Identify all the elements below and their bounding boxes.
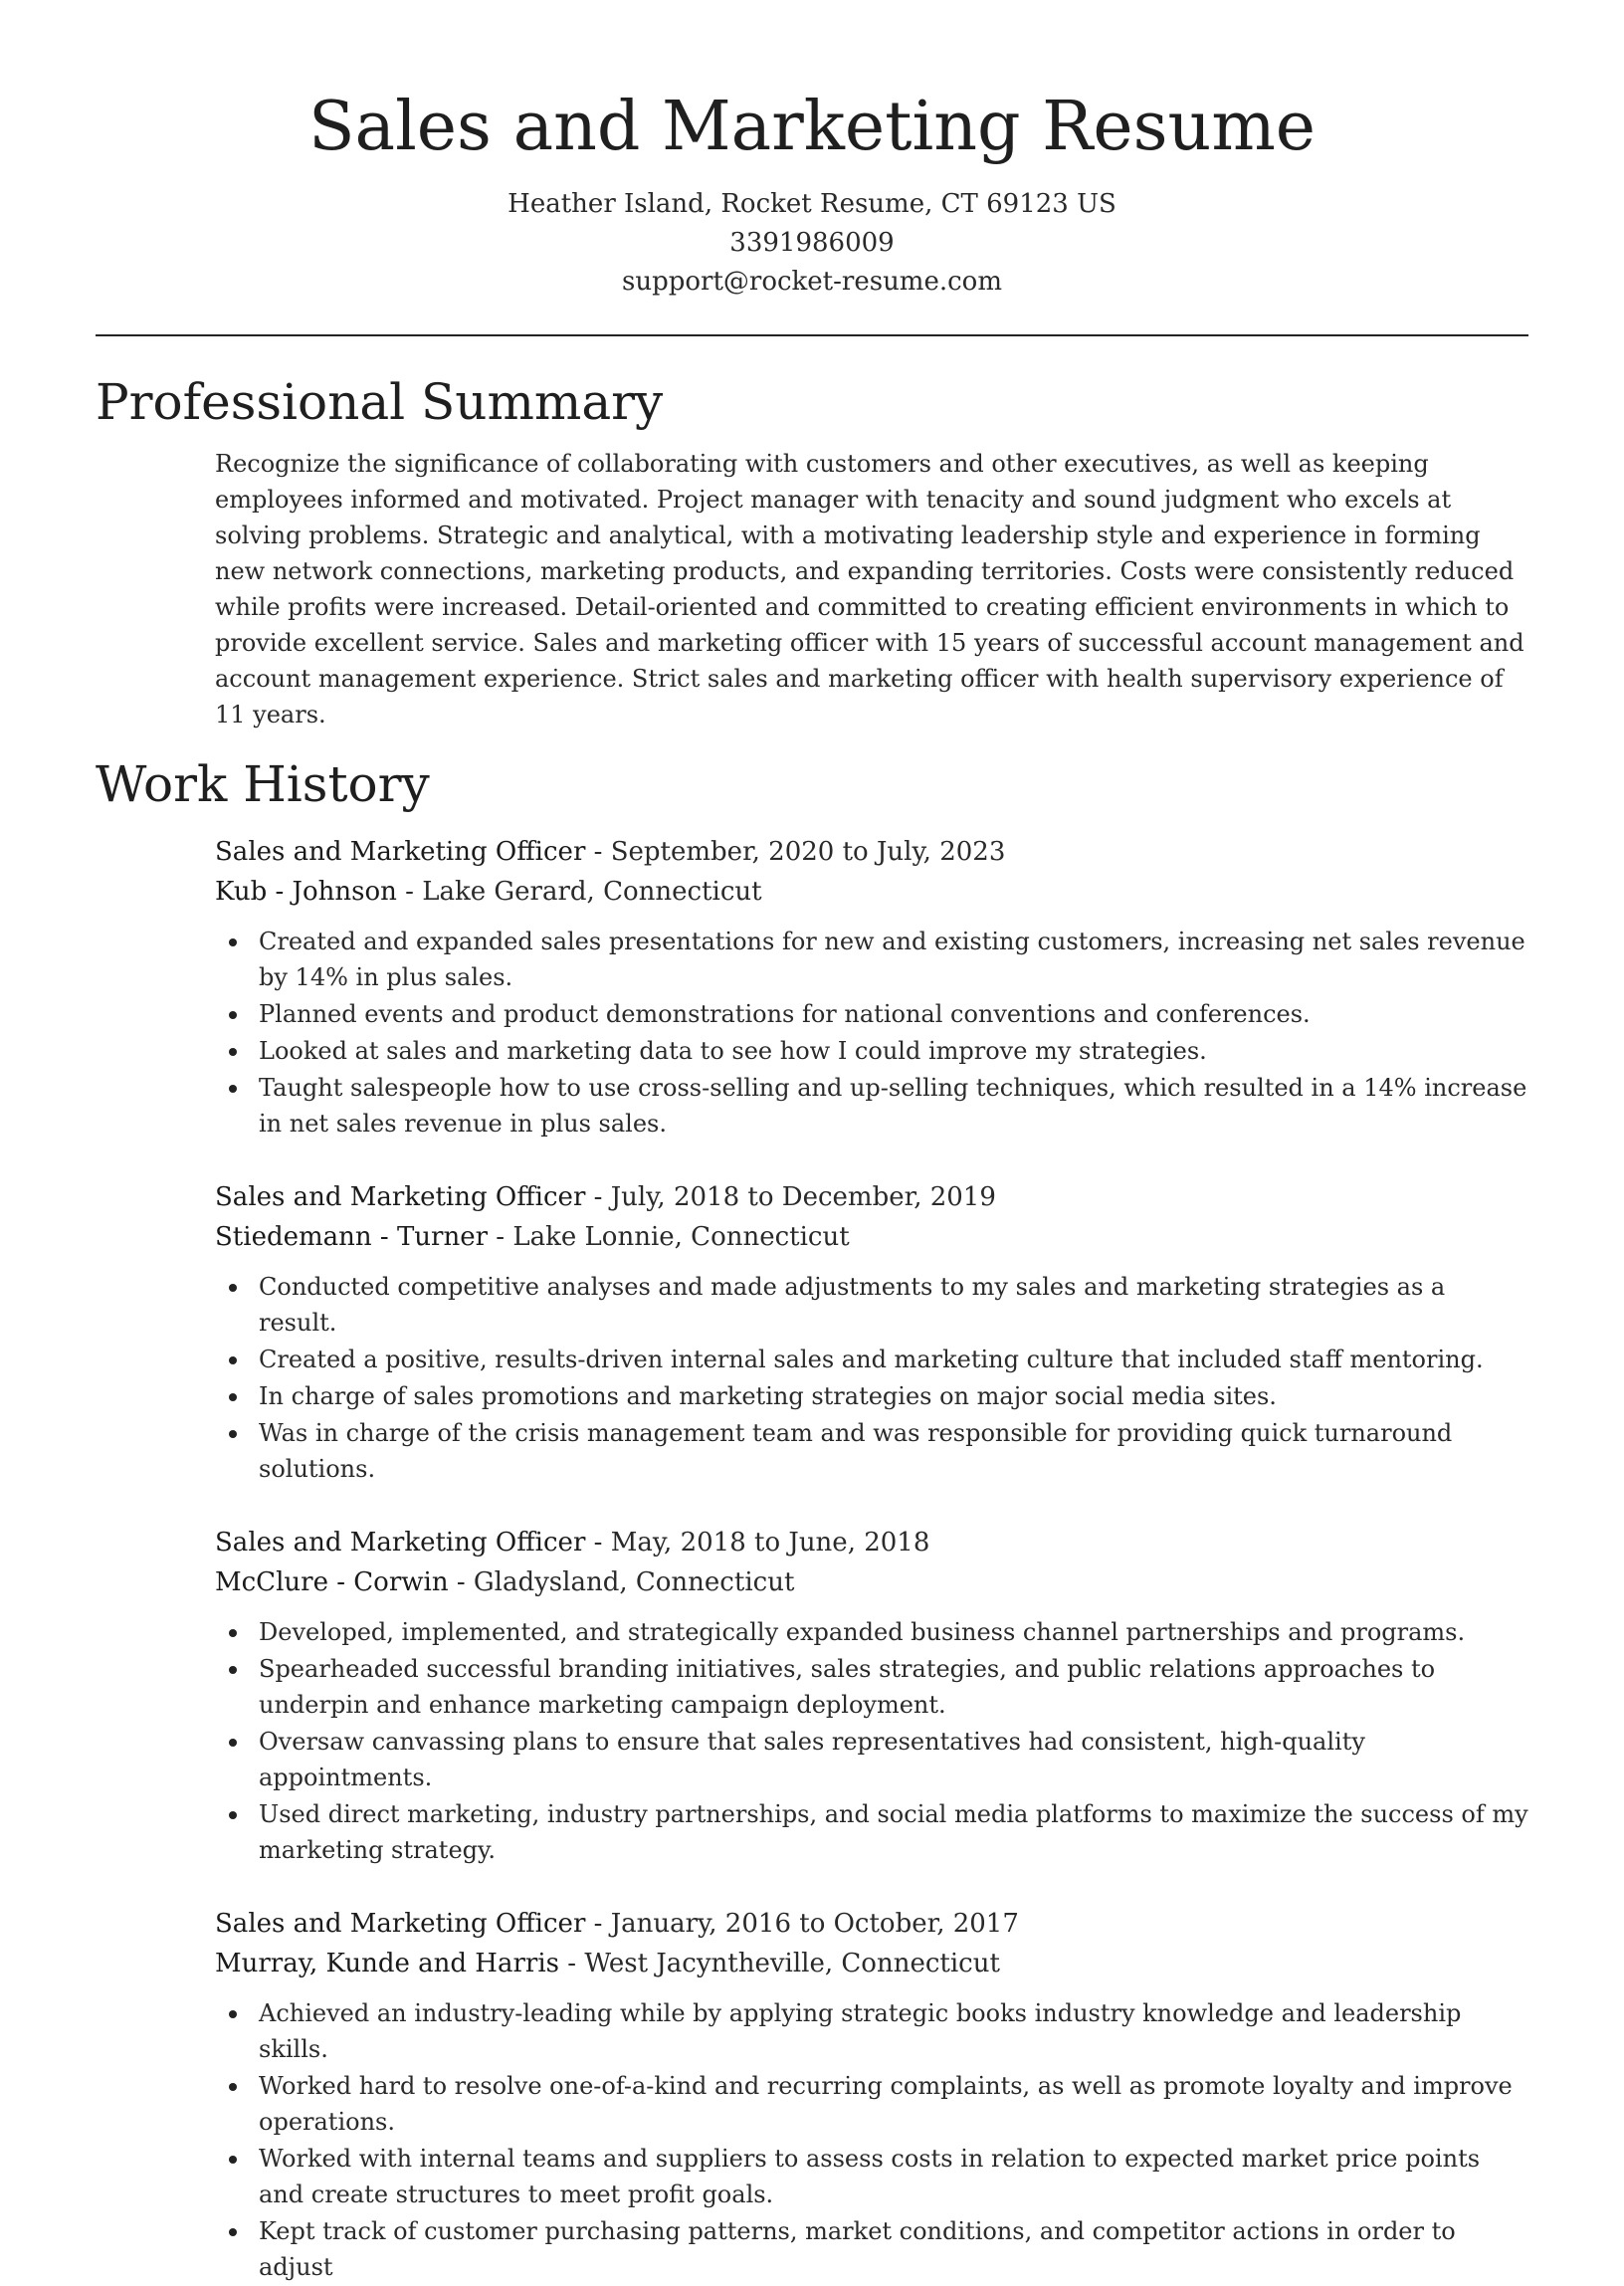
job-location: Gladysland, Connecticut: [473, 1567, 795, 1597]
job-bullet-item: Was in charge of the crisis management team and was responsible for providing quick turnaround solutions.: [215, 1415, 1528, 1487]
summary-section: [96, 370, 1528, 732]
job-list: [215, 832, 1528, 2285]
job-title: Sales and Marketing Officer: [215, 1909, 586, 1939]
job-dates: September, 2020 to July, 2023: [610, 837, 1006, 867]
job-employer: Kub - Johnson: [215, 877, 397, 907]
job-bullet-item: Planned events and product demonstrations for national conventions and conferences.: [215, 996, 1528, 1032]
resume-header: [96, 0, 1528, 302]
job-bullet-item: Spearheaded successful branding initiatives, sales strategies, and public relations approaches to underpin and enhance marketing campaign deployment.: [215, 1651, 1528, 1723]
contact-email: support@rocket-resume.com: [621, 267, 1002, 297]
job-bullet-list: [215, 1614, 1528, 1868]
job-bullet-item: Conducted competitive analyses and made adjustments to my sales and marketing strategies as a result.: [215, 1269, 1528, 1341]
work-history-section: [96, 752, 1528, 2285]
job-location: Lake Lonnie, Connecticut: [512, 1222, 850, 1252]
job-bullet-item: Created and expanded sales presentations for new and existing customers, increasing net sales revenue by 14% in plus sales.: [215, 924, 1528, 995]
job-employer: Stiedemann - Turner: [215, 1222, 489, 1252]
job-entry: [215, 1904, 1528, 2285]
job-title: Sales and Marketing Officer: [215, 837, 586, 867]
job-bullet-item: In charge of sales promotions and marketing strategies on major social media sites.: [215, 1378, 1528, 1414]
job-bullet-item: Used direct marketing, industry partnerships, and social media platforms to maximize the success of my marketing strategy.: [215, 1796, 1528, 1868]
job-employer: McClure - Corwin: [215, 1567, 449, 1597]
job-bullet-list: [215, 1269, 1528, 1487]
job-bullet-item: Worked with internal teams and suppliers to assess costs in relation to expected market price points and create structures to meet profit goals.: [215, 2141, 1528, 2212]
job-employer-line: Kub - Johnson - Lake Gerard, Connecticut: [215, 877, 762, 907]
job-employer-line: Stiedemann - Turner - Lake Lonnie, Connecticut: [215, 1222, 850, 1252]
job-bullet-item: Taught salespeople how to use cross-selling and up-selling techniques, which resulted in a 14% increase in net sales revenue in plus sales.: [215, 1070, 1528, 1142]
contact-phone: 3391986009: [729, 228, 895, 258]
job-bullet-list: [215, 1995, 1528, 2285]
job-title-line: Sales and Marketing Officer - May, 2018 to June, 2018: [215, 1528, 930, 1558]
job-location: Lake Gerard, Connecticut: [422, 877, 762, 907]
summary-text: Recognize the significance of collaborating with customers and other executives, as well as keeping employees informed and motivated. Project manager with tenacity and sound judgment who excels at solving problems. Strategic and analytical, with a motivating leadership style and experience in forming new network connections, marketing products, and expanding territories. Costs were consistently reduced while profits were increased. Detail-oriented and committed to creating efficient environments in which to provide excellent service. Sales and marketing officer with 15 years of successful account management and account management experience. Strict sales and marketing officer with health supervisory experience of 11 years.: [215, 450, 1524, 728]
job-dates: July, 2018 to December, 2019: [610, 1182, 996, 1212]
job-bullet-item: Looked at sales and marketing data to see how I could improve my strategies.: [215, 1033, 1528, 1069]
job-bullet-item: Achieved an industry-leading while by applying strategic books industry knowledge and leadership skills.: [215, 1995, 1528, 2067]
job-dates: January, 2016 to October, 2017: [610, 1909, 1019, 1939]
contact-block: [96, 185, 1528, 302]
contact-address: Heather Island, Rocket Resume, CT 69123 US: [508, 189, 1116, 219]
document-title: Sales and Marketing Resume: [307, 88, 1317, 166]
job-title-line: Sales and Marketing Officer - September, 2020 to July, 2023: [215, 837, 1006, 867]
job-entry: [215, 1177, 1528, 1487]
job-bullet-item: Developed, implemented, and strategically expanded business channel partnerships and programs.: [215, 1614, 1528, 1650]
resume-page: [96, 0, 1528, 2286]
job-title-line: Sales and Marketing Officer - July, 2018 to December, 2019: [215, 1182, 996, 1212]
job-bullet-item: Oversaw canvassing plans to ensure that sales representatives had consistent, high-quality appointments.: [215, 1724, 1528, 1795]
job-bullet-list: [215, 924, 1528, 1142]
job-dates: May, 2018 to June, 2018: [610, 1528, 930, 1558]
job-bullet-item: Kept track of customer purchasing patterns, market conditions, and competitor actions in order to adjust: [215, 2213, 1528, 2285]
job-location: West Jacyntheville, Connecticut: [584, 1949, 1000, 1978]
job-title: Sales and Marketing Officer: [215, 1182, 586, 1212]
work-history-heading: Work History: [96, 755, 430, 813]
job-title-line: Sales and Marketing Officer - January, 2016 to October, 2017: [215, 1909, 1019, 1939]
job-title: Sales and Marketing Officer: [215, 1528, 586, 1558]
job-employer: Murray, Kunde and Harris: [215, 1949, 559, 1978]
job-bullet-item: Worked hard to resolve one-of-a-kind and recurring complaints, as well as promote loyalty and improve operations.: [215, 2068, 1528, 2140]
job-employer-line: McClure - Corwin - Gladysland, Connecticut: [215, 1567, 795, 1597]
header-divider: [96, 334, 1528, 336]
job-bullet-item: Created a positive, results-driven internal sales and marketing culture that included staff mentoring.: [215, 1342, 1528, 1377]
job-employer-line: Murray, Kunde and Harris - West Jacyntheville, Connecticut: [215, 1949, 1000, 1978]
summary-heading: Professional Summary: [96, 373, 664, 431]
job-entry: [215, 1523, 1528, 1868]
job-entry: [215, 832, 1528, 1142]
